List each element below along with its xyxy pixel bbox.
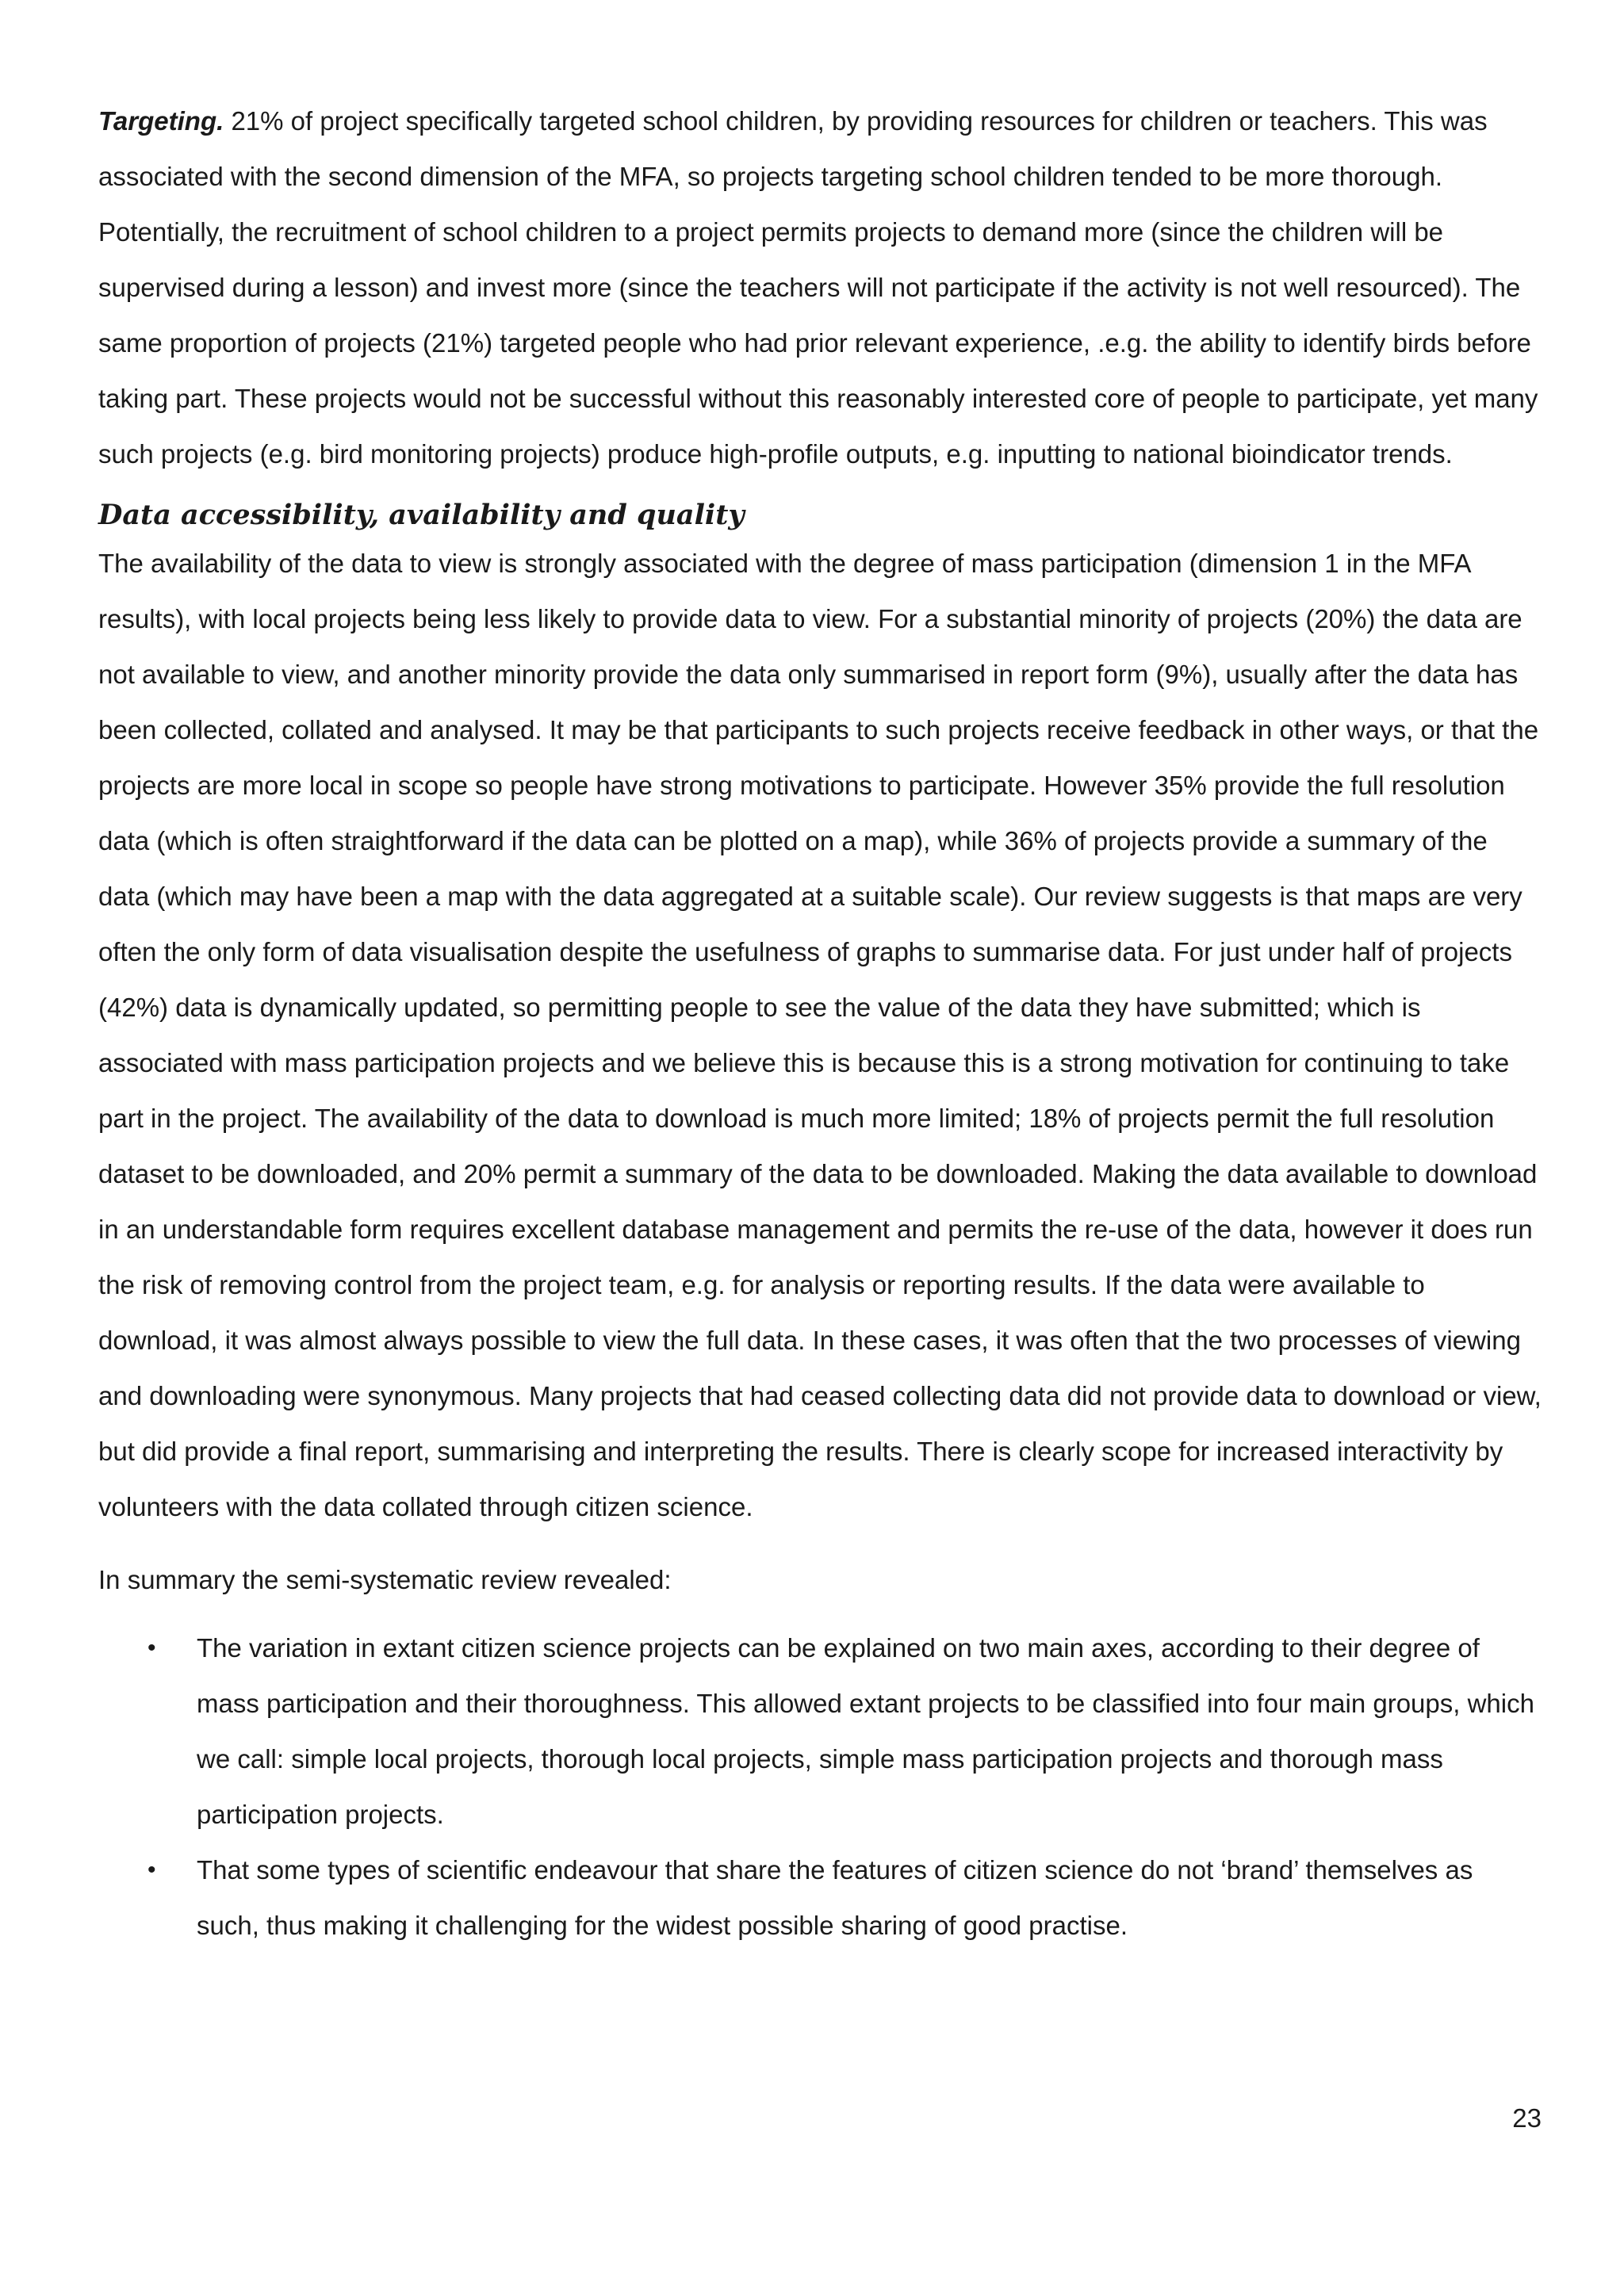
summary-intro: In summary the semi-systematic review revealed: bbox=[98, 1565, 672, 1594]
page-number: 23 bbox=[1512, 2103, 1542, 2133]
targeting-lead: Targeting. bbox=[98, 106, 224, 136]
document-page bbox=[98, 94, 1542, 1954]
bullet-icon: • bbox=[147, 1857, 156, 1883]
data-accessibility-paragraph: The availability of the data to view is strongly associated with the degree of mass participation (dimension 1 in the MFA results), with local projects being less likely to provide data to view. For a substantial minority of projects (20%) the data are not available to view, and another minority provide the data only summarised in report form (9%), usually after the data has been collected, collated and analysed. It may be that participants to such projects receive feedback in other ways, or that the projects are more local in scope so people have strong motivations to participate. However 35% provide the full resolution data (which is often straightforward if the data can be plotted on a map), while 36% of projects provide a summary of the data (which may have been a map with the data aggregated at a suitable scale). Our review suggests is that maps are very often the only form of data visualisation despite the usefulness of graphs to summarise data. For just under half of projects (42%) data is dynamically updated, so permitting people to see the value of the data they have submitted; which is associated with mass participation projects and we believe this is because this is a strong motivation for continuing to take part in the project. The availability of the data to download is much more limited; 18% of projects permit the full resolution dataset to be downloaded, and 20% permit a summary of the data to be downloaded. Making the data available to download in an understandable form requires excellent database management and permits the re-use of the data, however it does run the risk of removing control from the project team, e.g. for analysis or reporting results. If the data were available to download, it was almost always possible to view the full data. In these cases, it was often that the two processes of viewing and downloading were synonymous. Many projects that had ceased collecting data did not provide data to download or view, but did provide a final report, summarising and interpreting the results. There is clearly scope for increased interactivity by volunteers with the data collated through citizen science. bbox=[98, 549, 1542, 1521]
list-item-text: The variation in extant citizen science projects can be explained on two main axes, according to their degree of mass participation and their thoroughness. This allowed extant projects to be classified into four main groups, which we call: simple local projects, thorough local projects, simple mass participation projects and thorough mass participation projects. bbox=[197, 1633, 1534, 1829]
bullet-icon: • bbox=[147, 1635, 156, 1661]
list-item-text: That some types of scientific endeavour that share the features of citizen science do not ‘brand’ themselves as such, thus making it challenging for the widest possible sharing of good practise. bbox=[197, 1855, 1473, 1940]
summary-list bbox=[98, 1621, 1542, 1954]
targeting-text: 21% of project specifically targeted school children, by providing resources for children or teachers. This was associated with the second dimension of the MFA, so projects targeting school children tended to be more thorough. Potentially, the recruitment of school children to a project permits projects to demand more (since the children will be supervised during a lesson) and invest more (since the teachers will not participate if the activity is not well resourced). The same proportion of projects (21%) targeted people who had prior relevant experience, .e.g. the ability to identify birds before taking part. These projects would not be successful without this reasonably interested core of people to participate, yet many such projects (e.g. bird monitoring projects) produce high-profile outputs, e.g. inputting to national bioindicator trends. bbox=[98, 106, 1538, 469]
list-item bbox=[98, 1843, 1542, 1954]
targeting-paragraph bbox=[98, 94, 1542, 482]
section-heading: Data accessibility, availability and quality bbox=[98, 499, 745, 531]
list-item bbox=[98, 1621, 1542, 1843]
